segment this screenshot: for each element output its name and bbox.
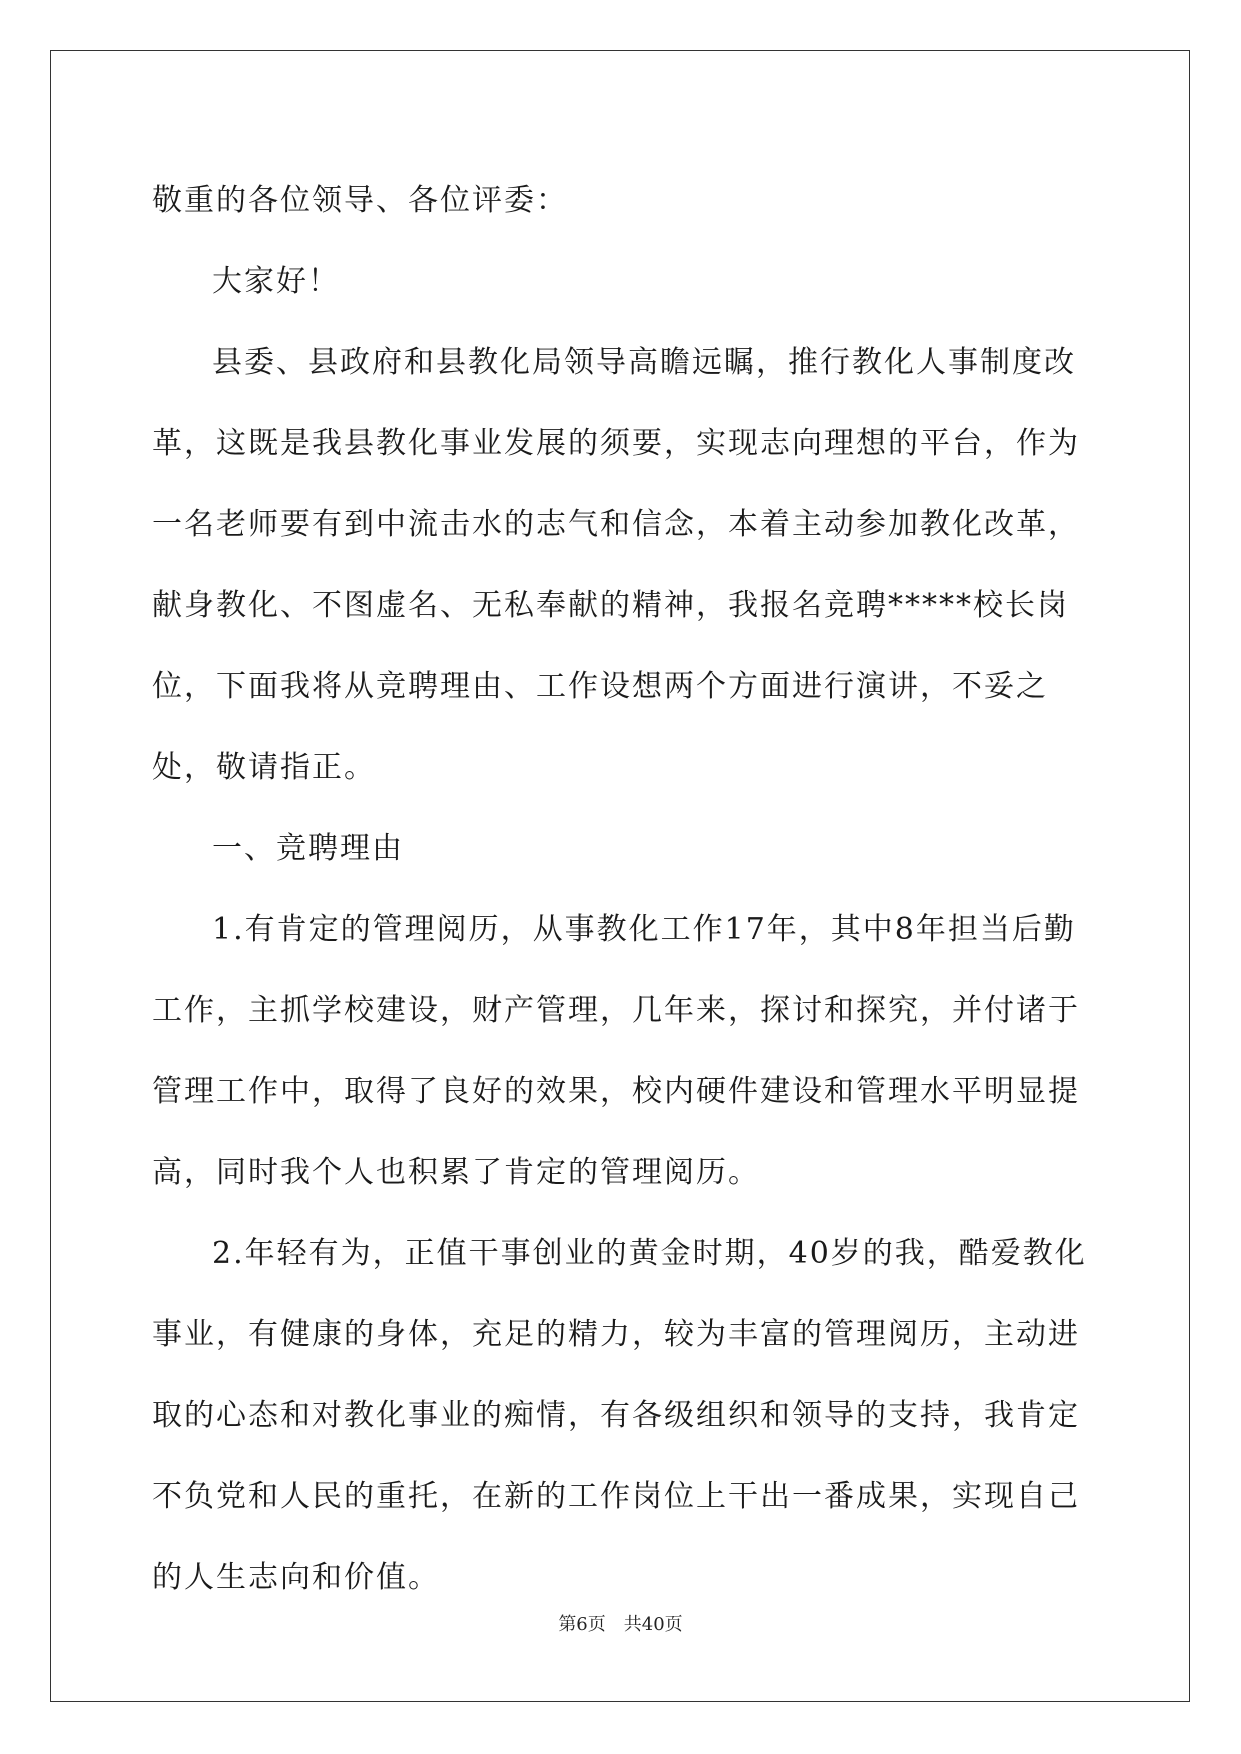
page-number: 第6页 共40页 (558, 1614, 683, 1635)
salutation: 敬重的各位领导、各位评委： (152, 183, 568, 218)
paragraph-point-2: 2.年轻有为，正值干事创业的黄金时期，40岁的我，酷爱教化事业，有健康的身体，充足的精力，较为丰富的管理阅历，主动进取的心态和对教化事业的痴情，有各级组织和领导的支持，我肯定不负党和人民的重托，在新的工作岗位上干出一番成果，实现自己的人生志向和价值。 (152, 1236, 1087, 1595)
paragraph-point-1: 1.有肯定的管理阅历，从事教化工作17年，其中8年担当后勤工作，主抓学校建设，财产管理，几年来，探讨和探究，并付诸于管理工作中，取得了良好的效果，校内硬件建设和管理水平明显提高，同时我个人也积累了肯定的管理阅历。 (152, 912, 1080, 1190)
section-heading: 一、竞聘理由 (212, 831, 404, 866)
greeting: 大家好！ (212, 264, 340, 299)
paragraph-intro: 县委、县政府和县教化局领导高瞻远瞩，推行教化人事制度改革，这既是我县教化事业发展的须要，实现志向理想的平台，作为一名老师要有到中流击水的志气和信念，本着主动参加教化改革，献身教化、不图虚名、无私奉献的精神，我报名竞聘*****校长岗位，下面我将从竞聘理由、工作设想两个方面进行演讲，不妥之处，敬请指正。 (152, 345, 1080, 785)
page-footer (0, 1610, 1241, 1636)
document-body (152, 160, 1092, 1618)
